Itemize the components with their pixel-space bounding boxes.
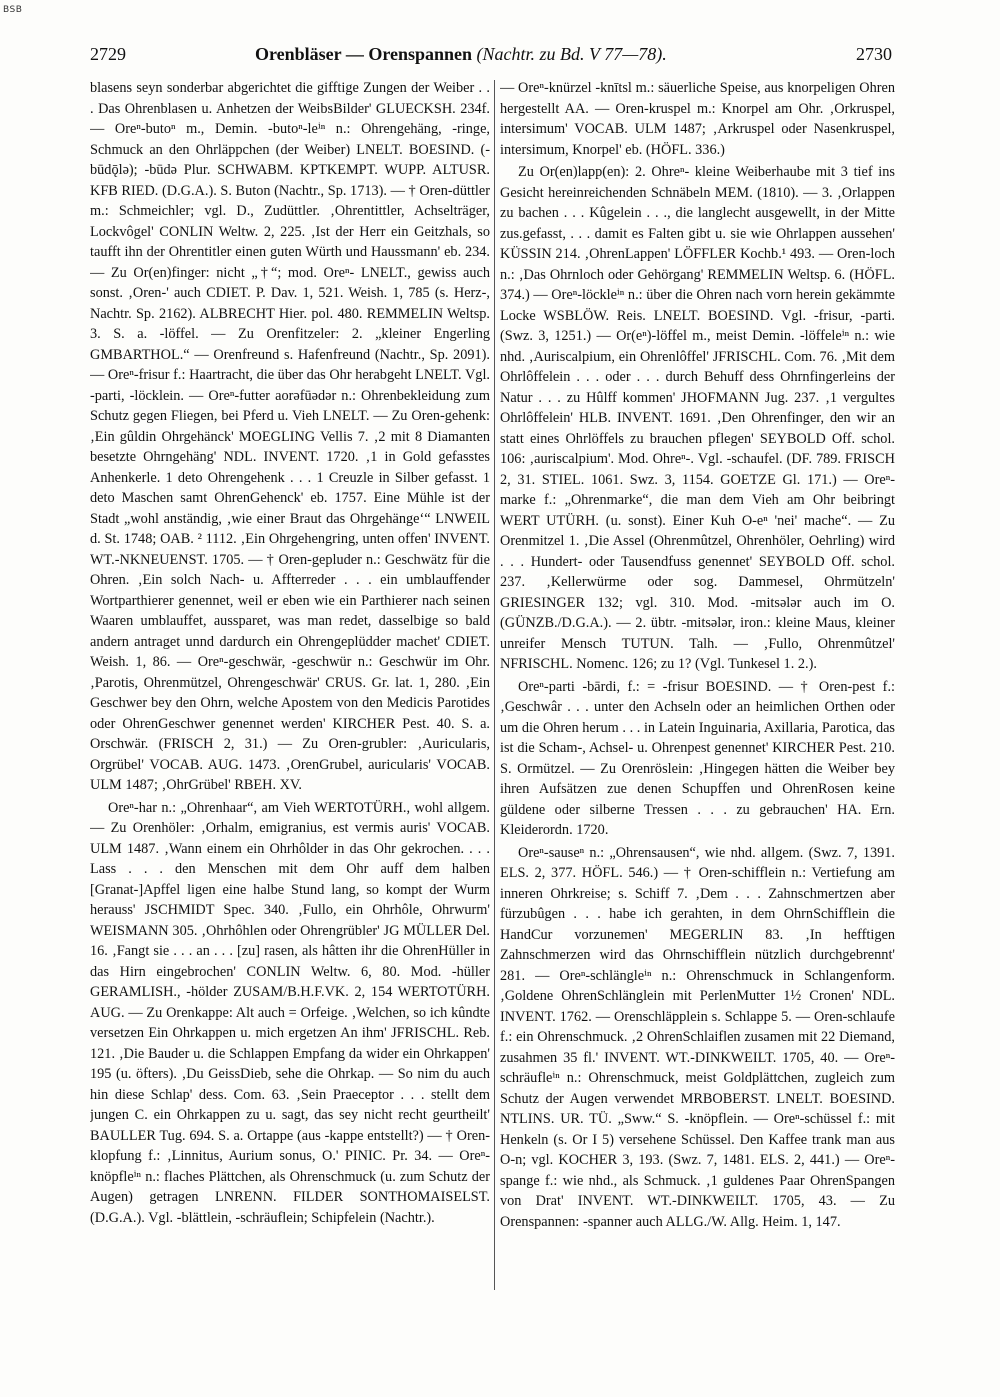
paragraph: Oreⁿ-har n.: „Ohrenhaar“, am Vieh WERTOTÜRH., wohl allgem. — Zu Orenhöler: ‚Orhalm, emigranius, est vermis auris' VOCAB. ULM 1487. ‚Wann einem ein Ohrhôlder in das Ohr gekrochen. . . . Lass . . . den Menschen mit dem Ohr auff dem halben [Granat-]Apffel ligen eine halbe Stund lang, so kompt der Wurm herauss' JSCHMIDT Spec. 340. ‚Fullo, ein Ohrhôle, Ohrwurm' WEISMANN 305. ‚Ohrhôhlen oder Ohrengrübler' JG MÜLLER Del. 16. ‚Fangt sie . . . an . . . [zu] rasen, als hâtten ihr die OhrenHüller in das Hirn eingebrochen' CONLIN Weltw. 6, 80. Mod. -hüller GERAMLISH., -hölder ZUSAM/B.H.F.VK. 2, 154 WERTOTÜRH. AUG. — Zu Orenkappe: Alt auch = Orfeige. ‚Welchen, so ich kûndte versetzen Ein Ohrkappen u. mich ergetzen An ihm' JFRISCHL. Reb. 121. ‚Die Bauder u. die Schlappen Empfang da wider ein Ohrkappen' 195 (u. öfters). ‚Du GeissDieb, sehe die Ohrkap. — So nim du auch hin diese Schlap' dess. Com. 63. ‚Sein Praeceptor . . . stellt dem jungen C. ein Ohrkappen zu u. sagt, das sey nicht recht geurtheilt' BAULLER Tug. 694. S. a. Ortappe (aus -kappe entstellt?) — † Oren-klopfung f.: ‚Linnitus, Aurium sonus, O.' PINIC. Pr. 34. — Oreⁿ-knöpfleⁱⁿ n.: flaches Plättchen, als Ohrenschmuck (u. zum Schutz der Augen) getragen LNRENN. FILDER SONTHOMAISELST. (D.G.A.). Vgl. -blättlein, -schräuflein; Schipfelein (Nachtr.). xyxy=(90,799,490,1226)
paragraph: Oreⁿ-parti -bārdi, f.: = -frisur BOESIND. — † Oren-pest f.: ‚Geschwâr . . . unter den Achseln oder an heimlichen Orthen oder um die Ohren herum . . . in Latein Inguinaria, Axillaria, Parotica, das ist die Scham-, Achsel- u. Ohrenpest genennet' KIRCHER Pest. 210. S. Ormützel. — Zu Orenröslein: ‚Hingegen hätten die Weiber bey ihren Aufsätzen zue denen Schupffen und OhrenRosen keine güldene oder silberne Tressen . . . zu gebrauchen' HA. Ern. Kleiderordn. 1720. xyxy=(500,678,895,838)
paragraph: blasens seyn sonderbar abgerichtet die gifftige Zungen der Weiber . . . Das Ohrenblasen u. Anhetzen der WeibsBilder' GLUECKSH. 234f. — Oreⁿ-butoⁿ m., Demin. -butoⁿ-leⁱⁿ n.: Ohrengehäng, -ringe, Schmuck an den Ohrläppchen (der Weiber) LNELT. BOESIND. (-būdǭlə); -būdə Plur. SCHWABM. KPTKEMPT. WUPP. ALTUSR. KFB RIED. (D.G.A.). S. Buton (Nachtr., Sp. 1713). — † Oren-düttler m.: Schmeichler; vgl. D., Zudüttler. ‚Ohrentittler, Achselträger, Lockvôgel' CONLIN Weltw. 2, 225. ‚Ist der Herr ein Geitzhals, so taufft ihn der Ohrentitler einen guten Würth und Haussmann' eb. 234. — Zu Or(en)finger: nicht „†“; mod. Oreⁿ- LNELT., gewiss auch sonst. ‚Oren-' auch CDIET. P. Dav. 1, 521. Weish. 1, 785 (s. Herz-, Nachtr. Sp. 2162). ALBRECHT Hier. pol. 480. REMMELIN Weltsp. 3. S. a. -löffel. — Zu Orenfitzeler: 2. „kleiner Engerling GMBARTHOL.“ — Orenfreund s. Hafenfreund (Nachtr., Sp. 2091). — Oreⁿ-frisur f.: Haartracht, die über das Ohr herabgeht LNELT. Vgl. -parti, -löcklein. — Oreⁿ-futter aorəfūədər n.: Ohrenbekleidung zum Schutz gegen Fliegen, bei Pferd u. Vieh LNELT. — Zu Oren-gehenk: ‚Ein gûldin Ohrgehänck' MOEGLING Vellis 7. ‚2 mit 8 Diamanten besetzte Ohrngehäng' NDL. INVENT. 1720. ‚1 in Gold gefasstes Anhenkerle. 1 deto Ohrengehenk . . . 1 Creuzle in Silber gefasst. 1 deto Maschen samt OhrenGehenck' eb. 1757. Eine Mühle ist der Stadt „wohl anständig, ‚wie einer Braut das Ohrgehänge‘“ LNWEIL d. St. 1748; OAB. ² 1112. ‚Ein Ohrgehengring, unten offen' INVENT. WT.-NKNEUENST. 1705. — † Oren-gepluder n.: Geschwätz für die Ohren. ‚Ein solch Nach- u. Affterreder . . . ein umblauffender Wortparthierer genennet, weil er eben wie ein Parthierer nach seinen Waaren umblauffet, aussparet, was man redet, dasselbige so bald andern antraget unnd dardurch ein Ohrengeplüdder machet' CDIET. Weish. 1, 86. — Oreⁿ-geschwär, -geschwür n.: Geschwür im Ohr. ‚Parotis, Ohrenmützel, Ohrengeschwär' CRUS. Gr. lat. 1, 280. ‚Ein Geschwer bey den Ohrn, welche Apostem von den Medicis Parotides oder OhrenGeschwer genennet werden' KIRCHER Pest. 40. S. a. Orschwär. (FRISCH 2, 31.) — Zu Oren-grubler: ‚Auricularis, Orgrübel' VOCAB. AUG. 1473. ‚OrenGrubel, auricularis' VOCAB. ULM 1487; ‚OhrGrübel' RBEH. XV. xyxy=(90,80,490,793)
paragraph: Oreⁿ-sauseⁿ n.: „Ohrensausen“, wie nhd. allgem. (Swz. 7, 1391. ELS. 2, 377. HÖFL. 546.) — † Oren-schifflein n.: Vertiefung am inneren Ohrkreise; s. Schiff 7. ‚Dem . . . Zahnschmertzen aber fürzubûgen . . . habe ich gerahten, in dem OhrnSchifflein die HandCur vorzunemen' MEGERLIN 83. ‚In hefftigen Zahnschmerzen wird das Ohrnschifflein nützlich durchgebrennt' 281. — Oreⁿ-schlängleⁱⁿ n.: Ohrenschmuck in Schlangenform. ‚Goldene OhrenSchlänglein mit PerlenMutter 1½ Cronen' NDL. INVENT. 1762. — Orenschläpplein s. Schlappe 5. — Oren-schlaufe f.: ein Ohrenschmuck. ‚2 OhrenSchlaiflen zusamen mit 22 Diemand, zusahmen 35 fl.' INVENT. WT.-DINKWEILT. 1705, 40. — Oreⁿ-schräufleⁱⁿ n.: Ohrenschmuck, meist Goldplättchen, zugleich zum Schutz der Augen verwendet MRBOBERST. LNELT. BOESIND. NTLINS. UR. TÜ. „Sww.“ S. -knöpflein. — Oreⁿ-schüssel f.: mit Henkeln (s. Or I 5) versehene Schüssel. Den Kaffee trank man aus O-n; vgl. KOCHER 3, 193. (Swz. 7, 1481. ELS. 2, 441.) — Oreⁿ-spange f.: wie nhd., als Schmuck. ‚1 guldenes Paar OhrenSpangen von Drat' INVENT. WT.-DINKWEILT. 1705, 43. — Zu Orenspannen: -spanner auch ALLG./W. Allg. Heim. 1, 147. xyxy=(500,844,895,1230)
library-stamp: BSB xyxy=(3,5,23,15)
paragraph: — Oreⁿ-knürzel -knītsl m.: säuerliche Speise, aus knorpeligen Ohren hergestellt AA. — Oren-kruspel m.: Knorpel am Ohr. ‚Orkruspel, intersimum' VOCAB. ULM 1487; ‚Arkruspel oder Nasenkruspel, intersimum, Knorpel' eb. (HÖFL. 336.) xyxy=(500,80,895,158)
column-divider xyxy=(494,80,495,1290)
running-head xyxy=(255,44,725,65)
running-head-lemma: Orenbläser — Orenspannen xyxy=(255,44,473,64)
right-column xyxy=(500,78,895,1383)
left-column xyxy=(90,78,490,1383)
paragraph: Zu Or(en)lapp(en): 2. Ohreⁿ- kleine Weiberhaube mit 3 tief ins Gesicht hereinreichenden Schnäbeln MEM. (1810). — 3. ‚Orlappen zu bachen . . . Kûgelein . . ., die langlecht ausgewellt, in der Mitte zus.gefasst, . . . damit es Falten gibt u. sie wie Ohrlappen aussehen' KÜSSIN 214. ‚OhrenLappen' LÖFFLER Kochb.¹ 493. — Oren-loch n.: ‚Das Ohrnloch oder Gehörgang' REMMELIN Weltsp. 6. (HÖFL. 374.) — Oreⁿ-löckleⁱⁿ n.: über die Ohren nach vorn herein gekämmte Locke WSBLÖW. Reis. LNELT. BOESIND. Vgl. -frisur, -parti. (Swz. 3, 1251.) — Or(eⁿ)-löffel m., meist Demin. -löffeleⁱⁿ n.: wie nhd. ‚Auriscalpium, ein Ohrenlôffel' JFRISCHL. Com. 76. ‚Mit dem Ohrlôffelein . . . oder . . . durch Behuff dess Ohrnfingerleins der Natur . . . zu Hûlff kommen' JHOFMANN Jug. 237. ‚1 vergultes Ohrlôffelein' HLB. INVENT. 1691. ‚Den Ohrenfinger, den wir an statt eines Ohrlöffels zu brauchen pflegen' SEYBOLD Off. schol. 106: ‚auriscalpium'. Mod. Ohreⁿ-. Vgl. -schaufel. (DF. 789. FRISCH 2, 31. STIEL. 1061. Swz. 3, 1154. GOETZE Gl. 171.) — Oreⁿ-marke f.: „Ohrenmarke“, die man dem Vieh am Ohr beibringt WERT UTÜRH. (u. sonst). Einer Kuh O-eⁿ 'nei' mache“. — Zu Orenmitzel 1. ‚Die Assel (Ohrenmûtzel, Ohrenhöler, Oehrling) wird . . . Hundert- oder Tausendfuss genennet' SEYBOLD Off. schol. 237. ‚Kellerwürme oder sog. Dammesel, Ohrmützeln' GRIESINGER 132; vgl. 310. Mod. -mitsələr auch im O. (GÜNZB./D.G.A.). — 2. übtr. -mitsələr, iron.: kleine Maus, kleiner unreifer Mensch TUTUN. Talh. — ‚Fullo, Ohrenmûtzel' NFRISCHL. Nomenc. 126; zu 1? (Vgl. Tunkesel 1. 2.). xyxy=(500,164,895,672)
running-head-reference: (Nachtr. zu Bd. V 77—78). xyxy=(476,44,667,64)
page-number-left: 2729 xyxy=(90,44,126,64)
page-number-right: 2730 xyxy=(856,44,892,64)
